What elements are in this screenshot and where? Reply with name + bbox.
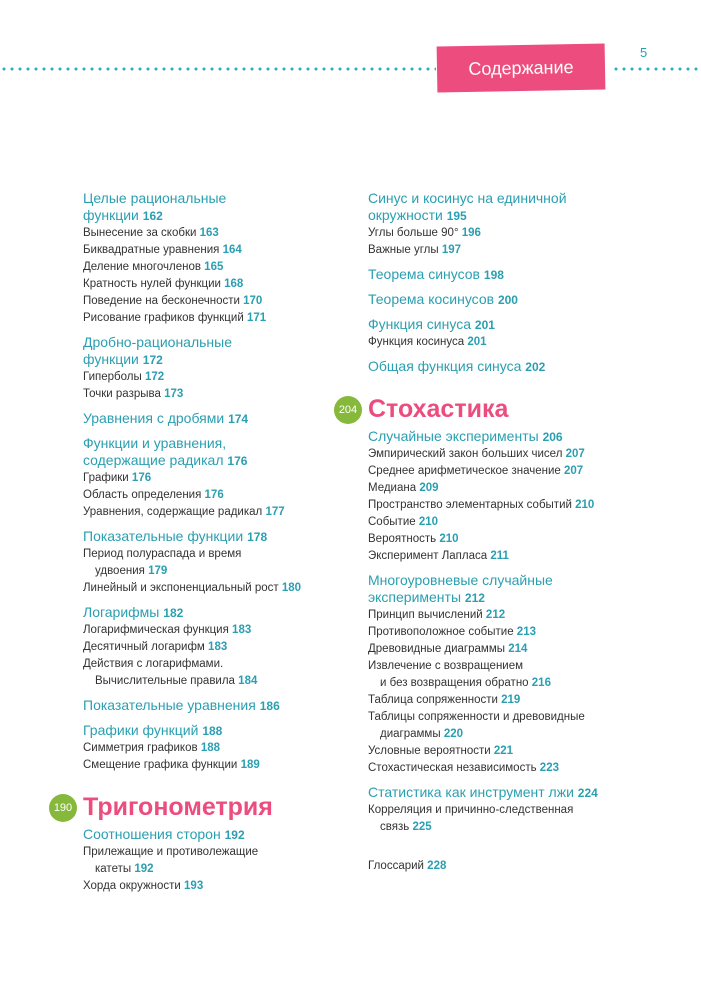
- section-heading[interactable]: Статистика как инструмент лжи 224: [368, 784, 598, 800]
- toc-entry[interactable]: Принцип вычислений 212: [368, 609, 506, 621]
- section-heading[interactable]: Случайные эксперименты 206: [368, 428, 563, 444]
- chapter-page-badge[interactable]: 204: [334, 396, 362, 424]
- section-heading[interactable]: Показательные функции 178: [83, 528, 268, 544]
- toc-entry[interactable]: Таблицы сопряженности и древовидные диаграммы 220: [368, 711, 585, 740]
- contents-title: Содержание: [468, 56, 574, 79]
- toc-section: [83, 722, 353, 774]
- toc-entry[interactable]: Кратность нулей функции 168: [83, 278, 244, 290]
- chapter-heading: [53, 792, 353, 822]
- toc-section: [368, 291, 698, 309]
- section-heading[interactable]: Целые рациональные функции 162: [83, 190, 227, 223]
- chapter-page-badge[interactable]: 190: [49, 794, 77, 822]
- toc-entry[interactable]: Функция косинуса 201: [368, 336, 487, 348]
- section-heading[interactable]: Функции и уравнения, содержащие радикал 176: [83, 435, 248, 468]
- dotted-rule-right: [612, 67, 701, 71]
- contents-banner: [437, 44, 606, 93]
- section-heading[interactable]: Уравнения с дробями 174: [83, 410, 249, 426]
- glossary-entry[interactable]: Глоссарий 228: [368, 860, 447, 872]
- section-heading[interactable]: Теорема косинусов 200: [368, 291, 518, 307]
- section-heading[interactable]: Графики функций 188: [83, 722, 223, 738]
- toc-entry[interactable]: Рисование графиков функций 171: [83, 312, 267, 324]
- section-heading[interactable]: Функция синуса 201: [368, 316, 495, 332]
- toc-entry[interactable]: Условные вероятности 221: [368, 745, 514, 757]
- toc-entry[interactable]: Логарифмическая функция 183: [83, 624, 252, 636]
- toc-entry[interactable]: Углы больше 90° 196: [368, 227, 481, 239]
- toc-entry[interactable]: Хорда окружности 193: [83, 880, 204, 892]
- toc-entry[interactable]: Извлечение с возвращением и без возвращения обратно 216: [368, 660, 551, 689]
- toc-entry[interactable]: Точки разрыва 173: [83, 388, 184, 400]
- toc-entry[interactable]: Десятичный логарифм 183: [83, 641, 228, 653]
- section-heading[interactable]: Соотношения сторон 192: [83, 826, 245, 842]
- toc-entry[interactable]: Таблица сопряженности 219: [368, 694, 521, 706]
- toc-section: [83, 826, 353, 895]
- section-heading[interactable]: Дробно-рациональные функции 172: [83, 334, 233, 367]
- chapter-title[interactable]: Стохастика: [368, 395, 509, 423]
- toc-entry[interactable]: Вынесение за скобки 163: [83, 227, 219, 239]
- toc-entry[interactable]: Деление многочленов 165: [83, 261, 224, 273]
- toc-section: [83, 435, 353, 521]
- toc-section: [368, 784, 698, 836]
- toc-section: [368, 190, 698, 259]
- section-heading[interactable]: Многоуровневые случайные эксперименты 212: [368, 572, 553, 605]
- toc-section: [83, 334, 353, 403]
- section-heading[interactable]: Показательные уравнения 186: [83, 697, 280, 713]
- toc-entry[interactable]: Событие 210: [368, 516, 439, 528]
- chapter-title[interactable]: Тригонометрия: [83, 793, 273, 821]
- toc-entry[interactable]: Период полураспада и время удвоения 179: [83, 548, 242, 577]
- page-ref: 162: [142, 209, 163, 223]
- section-heading[interactable]: Общая функция синуса 202: [368, 358, 546, 374]
- toc-entry[interactable]: Область определения 176: [83, 489, 224, 501]
- toc-entry[interactable]: Пространство элементарных событий 210: [368, 499, 595, 511]
- toc-entry[interactable]: Биквадратные уравнения 164: [83, 244, 242, 256]
- toc-section: [368, 858, 698, 875]
- toc-section: [368, 358, 698, 376]
- toc-entry[interactable]: Эксперимент Лапласа 211: [368, 550, 509, 562]
- toc-entry[interactable]: Вероятность 210: [368, 533, 459, 545]
- toc-section: [368, 428, 698, 565]
- toc-entry[interactable]: Гиперболы 172: [83, 371, 165, 383]
- section-heading[interactable]: Логарифмы 182: [83, 604, 184, 620]
- toc-section: [368, 316, 698, 351]
- toc-entry[interactable]: Уравнения, содержащие радикал 177: [83, 506, 285, 518]
- toc-section: [368, 572, 698, 777]
- toc-section: [83, 190, 353, 327]
- dotted-rule-left: [0, 67, 436, 71]
- toc-entry[interactable]: Прилежащие и противолежащие катеты 192: [83, 846, 259, 875]
- toc-section: [83, 528, 353, 597]
- toc-entry[interactable]: Среднее арифметическое значение 207: [368, 465, 584, 477]
- toc-section: [83, 604, 353, 690]
- toc-entry[interactable]: Графики 176: [83, 472, 152, 484]
- toc-entry[interactable]: Симметрия графиков 188: [83, 742, 220, 754]
- section-heading[interactable]: Синус и косинус на единичной окружности 195: [368, 190, 567, 223]
- toc-entry[interactable]: Древовидные диаграммы 214: [368, 643, 528, 655]
- toc-entry[interactable]: Поведение на бесконечности 170: [83, 295, 263, 307]
- toc-entry[interactable]: Действия с логарифмами. Вычислительные правила 184: [83, 658, 258, 687]
- toc-entry[interactable]: Эмпирический закон больших чисел 207: [368, 448, 585, 460]
- toc-section: [83, 410, 353, 428]
- chapter-heading: [338, 394, 698, 424]
- toc-entry[interactable]: Важные углы 197: [368, 244, 462, 256]
- toc-entry[interactable]: Смещение графика функции 189: [83, 759, 260, 771]
- toc-entry[interactable]: Стохастическая независимость 223: [368, 762, 559, 774]
- toc-entry[interactable]: Противоположное событие 213: [368, 626, 536, 638]
- toc-entry[interactable]: Линейный и экспоненциальный рост 180: [83, 582, 302, 594]
- toc-section: [368, 266, 698, 284]
- toc-left-column: [53, 190, 353, 902]
- toc-right-column: [338, 190, 698, 882]
- toc-entry[interactable]: Медиана 209: [368, 482, 439, 494]
- section-heading[interactable]: Теорема синусов 198: [368, 266, 504, 282]
- toc-section: [83, 697, 353, 715]
- toc-entry[interactable]: Корреляция и причинно-следственная связь 225: [368, 804, 574, 833]
- page-number: 5: [640, 45, 648, 60]
